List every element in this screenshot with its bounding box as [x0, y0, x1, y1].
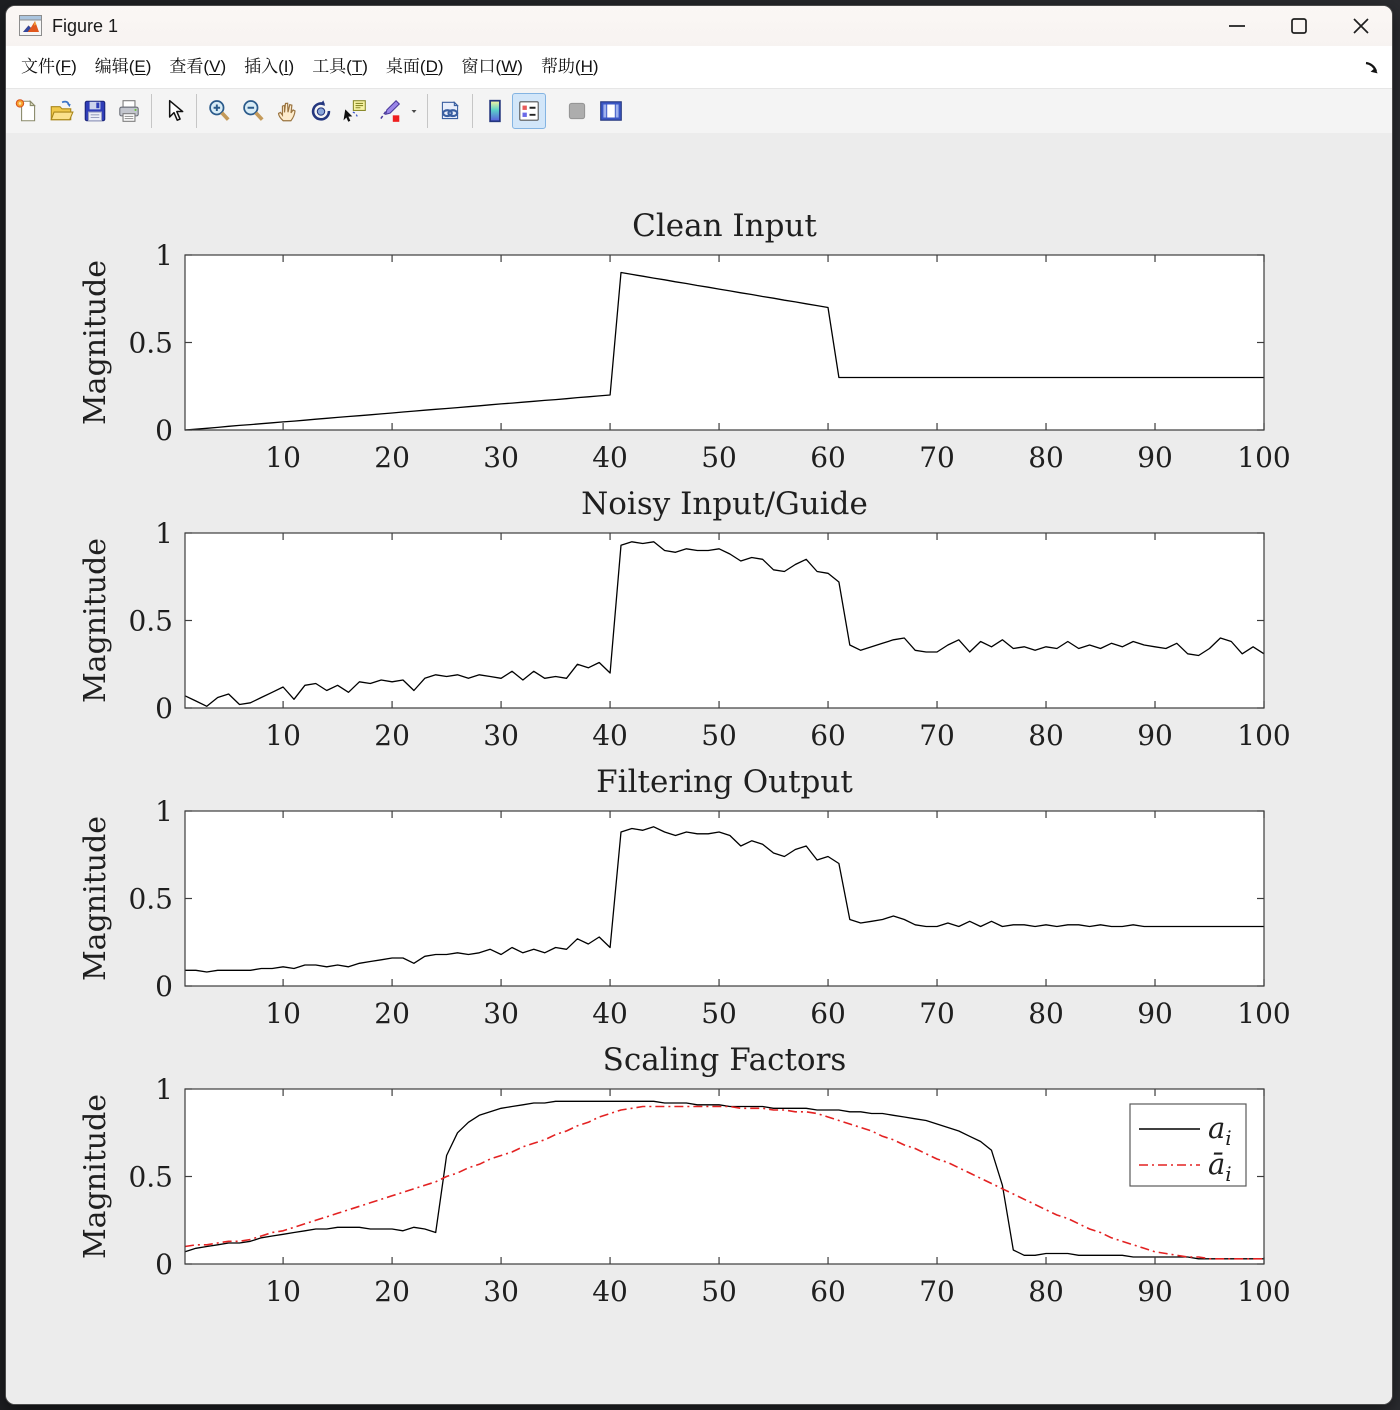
pan-button[interactable]	[270, 93, 304, 129]
plot-area[interactable]	[185, 811, 1264, 986]
edit-plot-button[interactable]	[157, 93, 191, 129]
legend[interactable]	[1130, 1104, 1246, 1186]
x-tick-label: 50	[701, 997, 737, 1029]
x-tick-label: 70	[919, 719, 955, 751]
close-button[interactable]	[1330, 6, 1392, 46]
x-tick-label: 100	[1237, 441, 1291, 473]
x-tick-label: 40	[592, 441, 628, 473]
menu-item-h[interactable]: 帮助(H)	[540, 57, 599, 76]
subplot-clean-input[interactable]	[6, 203, 1392, 473]
x-tick-label: 60	[810, 441, 846, 473]
open-file-button[interactable]	[44, 93, 78, 129]
y-tick-label: 1	[155, 795, 173, 828]
plot-area[interactable]	[185, 533, 1264, 708]
x-tick-label: 30	[483, 441, 519, 473]
toolbar-separator	[151, 94, 152, 128]
data-cursor-icon	[342, 98, 368, 124]
edit-plot-icon	[161, 98, 187, 124]
window-controls	[1206, 6, 1392, 46]
zoom-out-button[interactable]	[236, 93, 270, 129]
insert-legend-button[interactable]	[512, 93, 546, 129]
link-plot-icon	[437, 98, 463, 124]
close-icon	[1350, 15, 1372, 37]
y-tick-label: 1	[155, 517, 173, 550]
y-tick-label: 0.5	[128, 882, 173, 916]
x-tick-label: 90	[1137, 997, 1173, 1029]
y-axis-label: Magnitude	[78, 537, 113, 704]
x-tick-label: 70	[919, 997, 955, 1029]
x-tick-label: 60	[810, 719, 846, 751]
dock-figure-icon[interactable]	[1362, 57, 1382, 77]
show-plot-tools-icon	[598, 98, 624, 124]
pan-icon	[274, 98, 300, 124]
menu-item-v[interactable]: 查看(V)	[169, 57, 227, 76]
y-tick-label: 0.5	[128, 326, 173, 360]
link-plot-button[interactable]	[433, 93, 467, 129]
y-tick-label: 0	[155, 1248, 173, 1281]
y-tick-label: 0	[155, 692, 173, 725]
x-tick-label: 10	[265, 719, 301, 751]
y-tick-label: 0	[155, 970, 173, 1003]
y-tick-label: 0.5	[128, 604, 173, 638]
figure-canvas	[6, 133, 1392, 1404]
dropdown-caret-button[interactable]	[406, 93, 422, 129]
maximize-icon	[1288, 15, 1310, 37]
x-tick-label: 50	[701, 441, 737, 473]
x-tick-label: 50	[701, 719, 737, 751]
rotate-3d-button[interactable]	[304, 93, 338, 129]
x-tick-label: 90	[1137, 719, 1173, 751]
x-tick-label: 90	[1137, 441, 1173, 473]
chart-title: Filtering Output	[596, 764, 853, 800]
x-tick-label: 80	[1028, 997, 1064, 1029]
x-tick-label: 10	[265, 441, 301, 473]
menu-item-f[interactable]: 文件(F)	[21, 57, 77, 76]
x-tick-label: 30	[483, 997, 519, 1029]
legend-entry-label: $a_i$	[1208, 1111, 1232, 1150]
toolbar	[6, 89, 1392, 134]
open-file-icon	[48, 98, 74, 124]
show-plot-tools-button[interactable]	[594, 93, 628, 129]
figure-window	[6, 6, 1392, 1404]
dropdown-caret-icon	[408, 98, 420, 124]
x-tick-label: 40	[592, 997, 628, 1029]
toolbar-separator	[472, 94, 473, 128]
x-tick-label: 70	[919, 441, 955, 473]
matlab-figure-icon	[18, 13, 44, 39]
print-figure-icon	[116, 98, 142, 124]
menu-item-w[interactable]: 窗口(W)	[461, 57, 523, 76]
hide-plot-tools-button	[560, 93, 594, 129]
window-title: Figure 1	[52, 15, 119, 36]
window-titlebar[interactable]	[6, 6, 1392, 46]
brush-icon	[376, 98, 402, 124]
toolbar-separator	[427, 94, 428, 128]
y-tick-label: 0	[155, 414, 173, 447]
x-tick-label: 80	[1028, 719, 1064, 751]
print-figure-button[interactable]	[112, 93, 146, 129]
minimize-icon	[1226, 15, 1248, 37]
data-cursor-button[interactable]	[338, 93, 372, 129]
subplot-scaling-factors[interactable]	[6, 1037, 1392, 1307]
rotate-3d-icon	[308, 98, 334, 124]
x-tick-label: 20	[374, 719, 410, 751]
save-figure-button[interactable]	[78, 93, 112, 129]
maximize-button[interactable]	[1268, 6, 1330, 46]
hide-plot-tools-icon	[564, 98, 590, 124]
insert-legend-icon	[516, 98, 542, 124]
x-tick-label: 10	[265, 997, 301, 1029]
plot-area[interactable]	[185, 1089, 1264, 1264]
x-tick-label: 40	[592, 1275, 628, 1307]
subplot-noisy-input-guide[interactable]	[6, 481, 1392, 751]
menu-items	[6, 46, 608, 88]
x-tick-label: 10	[265, 1275, 301, 1307]
x-tick-label: 70	[919, 1275, 955, 1307]
x-tick-label: 30	[483, 719, 519, 751]
new-figure-button[interactable]	[10, 93, 44, 129]
zoom-out-icon	[240, 98, 266, 124]
x-tick-label: 60	[810, 997, 846, 1029]
x-tick-label: 20	[374, 997, 410, 1029]
x-tick-label: 100	[1237, 997, 1291, 1029]
toolbar-separator	[196, 94, 197, 128]
new-figure-icon	[14, 98, 40, 124]
subplot-filtering-output[interactable]	[6, 759, 1392, 1029]
x-tick-label: 100	[1237, 719, 1291, 751]
zoom-in-icon	[206, 98, 232, 124]
y-tick-label: 1	[155, 1073, 173, 1106]
x-tick-label: 80	[1028, 441, 1064, 473]
chart-title: Noisy Input/Guide	[581, 486, 868, 522]
brush-button[interactable]	[372, 93, 406, 129]
y-axis-label: Magnitude	[78, 815, 113, 982]
x-tick-label: 20	[374, 441, 410, 473]
menu-item-e[interactable]: 编辑(E)	[94, 57, 152, 76]
menu-item-t[interactable]: 工具(T)	[312, 57, 368, 76]
x-tick-label: 80	[1028, 1275, 1064, 1307]
insert-colorbar-button[interactable]	[478, 93, 512, 129]
x-tick-label: 60	[810, 1275, 846, 1307]
insert-colorbar-icon	[482, 98, 508, 124]
minimize-button[interactable]	[1206, 6, 1268, 46]
x-tick-label: 100	[1237, 1275, 1291, 1307]
menu-item-i[interactable]: 插入(I)	[244, 57, 295, 76]
x-tick-label: 20	[374, 1275, 410, 1307]
y-tick-label: 0.5	[128, 1160, 173, 1194]
plot-area[interactable]	[185, 255, 1264, 430]
x-tick-label: 30	[483, 1275, 519, 1307]
chart-title: Scaling Factors	[602, 1042, 847, 1078]
y-axis-label: Magnitude	[78, 1093, 113, 1260]
y-tick-label: 1	[155, 239, 173, 272]
menu-item-d[interactable]: 桌面(D)	[385, 57, 444, 76]
x-tick-label: 40	[592, 719, 628, 751]
y-axis-label: Magnitude	[78, 259, 113, 426]
zoom-in-button[interactable]	[202, 93, 236, 129]
legend-entry-label: $ā_i$	[1208, 1147, 1232, 1186]
menu-bar	[6, 46, 1392, 89]
x-tick-label: 50	[701, 1275, 737, 1307]
save-figure-icon	[82, 98, 108, 124]
x-tick-label: 90	[1137, 1275, 1173, 1307]
chart-title: Clean Input	[632, 208, 817, 244]
